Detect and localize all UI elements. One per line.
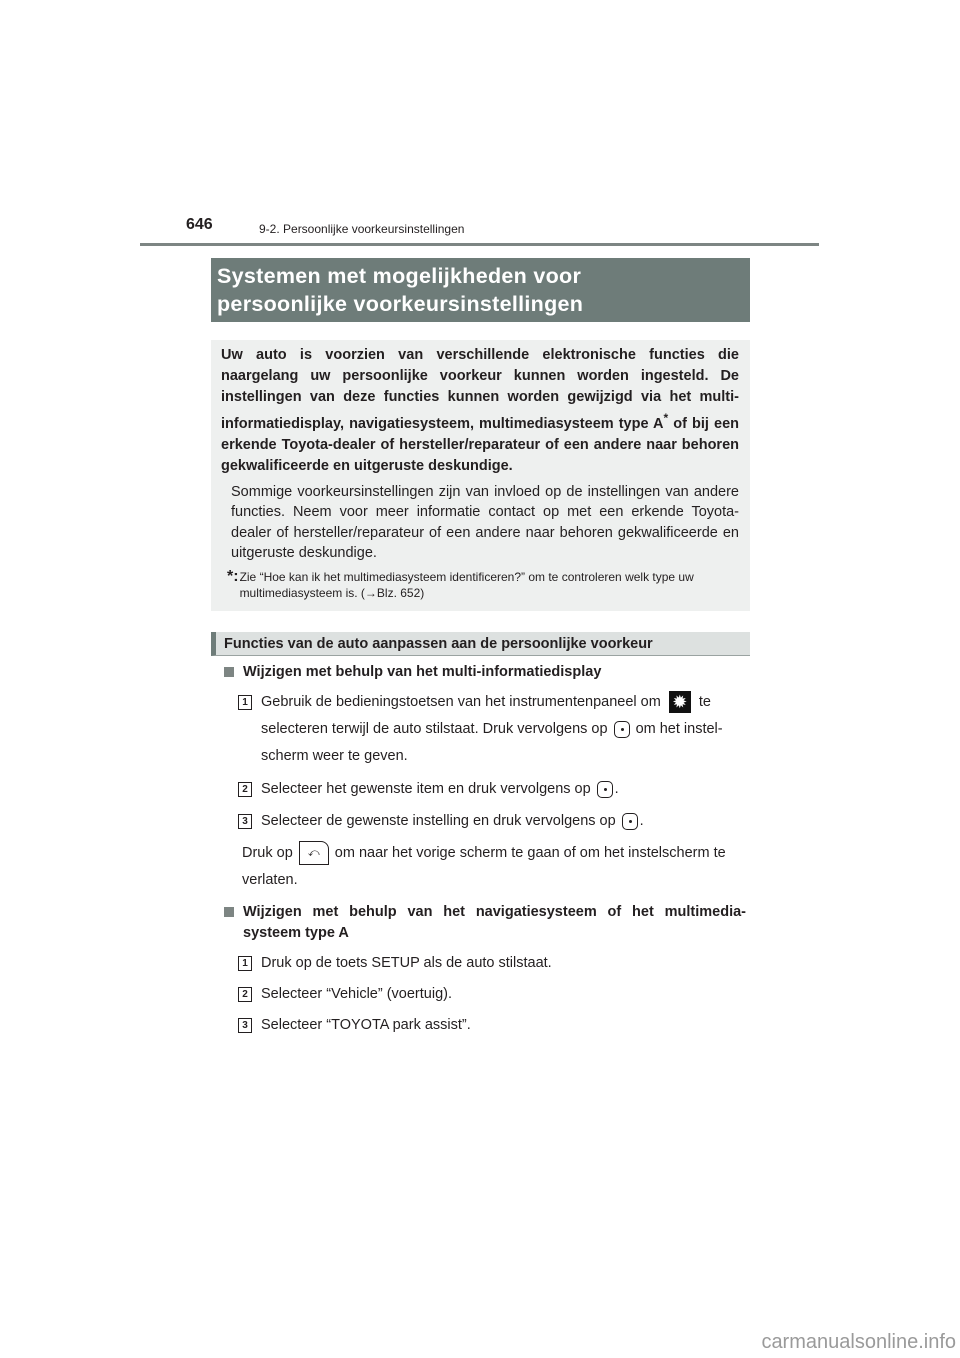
title-line-2: persoonlijke voorkeursinstellingen bbox=[217, 292, 584, 316]
back-note bbox=[242, 840, 746, 894]
step-3 bbox=[238, 808, 746, 834]
section-header: 9-2. Persoonlijke voorkeursinstellingen bbox=[259, 222, 465, 236]
page-number: 646 bbox=[186, 216, 213, 233]
back-button-icon: ⤺ bbox=[299, 841, 329, 865]
step-number: 1 bbox=[238, 695, 252, 710]
heading-text: Wijzigen met behulp van het multi-informatiedisplay bbox=[243, 663, 602, 680]
footnote-text: Zie “Hoe kan ik het multimediasysteem identificeren?” om te controleren welk type uw multimediasysteem is. (→Blz. 652) bbox=[239, 569, 694, 600]
text: Druk op de toets SETUP als de auto stilstaat. bbox=[261, 954, 552, 971]
text: Selecteer het gewenste item en druk vervolgens op bbox=[261, 780, 591, 797]
text: Selecteer “Vehicle” (voertuig). bbox=[261, 985, 452, 1002]
step-3 bbox=[238, 1012, 746, 1038]
square-bullet-icon bbox=[224, 907, 234, 917]
enter-button-icon bbox=[614, 721, 630, 738]
text: Druk op bbox=[242, 844, 293, 861]
text: om naar het vorige scherm te gaan of om het instelscherm te bbox=[334, 844, 726, 861]
footnote bbox=[227, 569, 739, 601]
text: . bbox=[639, 812, 644, 829]
text: Gebruik de bedieningstoetsen van het instrumentenpaneel om bbox=[261, 693, 661, 710]
intro-bold-2: of bij een erkende Toyota-dealer of hersteller/reparateur of een andere naar behoren gekwalificeerde en uitgeruste deskundige. bbox=[221, 415, 740, 474]
header-rule bbox=[140, 243, 819, 246]
section-heading bbox=[224, 662, 746, 683]
text: Selecteer “TOYOTA park assist”. bbox=[261, 1016, 471, 1033]
text: te bbox=[698, 693, 711, 710]
intro-bold-1: Uw auto is voorzien van verschillende elektronische functies die naargelang uw persoonlijke voorkeur kunnen worden ingesteld. De instellingen van deze functies kunnen worden gewijzigd via het multi-informatiedisplay, navigatiesysteem, multimediasysteem type A bbox=[221, 347, 739, 432]
step-text bbox=[261, 689, 746, 770]
step-number: 3 bbox=[238, 814, 252, 829]
text: Selecteer de gewenste instelling en druk vervolgens op bbox=[261, 812, 616, 829]
square-bullet-icon bbox=[224, 667, 234, 677]
section-heading bbox=[224, 902, 746, 944]
step-1 bbox=[238, 950, 746, 976]
step-number: 1 bbox=[238, 956, 252, 971]
step-number: 2 bbox=[238, 782, 252, 797]
step-2 bbox=[238, 776, 746, 802]
watermark: carmanualsonline.info bbox=[761, 1331, 956, 1353]
intro-box bbox=[211, 340, 750, 611]
intro-paragraph: Sommige voorkeursinstellingen zijn van invloed op de instellingen van andere functies. Neem voor meer informatie contact op met een erkende Toyota-dealer of hersteller/reparateur of een andere naar behoren gekwalificeerde en uitgeruste deskundige. bbox=[231, 483, 739, 562]
text: verlaten. bbox=[242, 871, 298, 888]
step-1 bbox=[238, 689, 746, 770]
text: selecteren terwijl de auto stilstaat. Druk vervolgens op bbox=[261, 720, 608, 737]
step-2 bbox=[238, 981, 746, 1007]
enter-button-icon bbox=[622, 813, 638, 830]
heading-text: Wijzigen met behulp van het navigatiesysteem of het multimedia-systeem type A bbox=[243, 903, 746, 941]
gear-icon: ✹ bbox=[669, 691, 691, 713]
step-number: 3 bbox=[238, 1018, 252, 1033]
footnote-mark: *: bbox=[227, 567, 239, 585]
content-column bbox=[211, 258, 750, 1038]
enter-button-icon bbox=[597, 781, 613, 798]
section-multi-info bbox=[224, 662, 746, 894]
step-list bbox=[238, 950, 746, 1038]
section-navigation bbox=[224, 902, 746, 1038]
asterisk: * bbox=[663, 411, 669, 425]
page-title bbox=[211, 258, 750, 322]
text: . bbox=[614, 780, 619, 797]
text: om het instel- bbox=[635, 720, 723, 737]
title-line-1: Systemen met mogelijkheden voor bbox=[217, 264, 582, 288]
step-number: 2 bbox=[238, 987, 252, 1002]
step-list bbox=[238, 689, 746, 834]
text: scherm weer te geven. bbox=[261, 747, 408, 764]
intro-bold bbox=[221, 345, 739, 477]
subheader: Functies van de auto aanpassen aan de persoonlijke voorkeur bbox=[211, 632, 750, 656]
